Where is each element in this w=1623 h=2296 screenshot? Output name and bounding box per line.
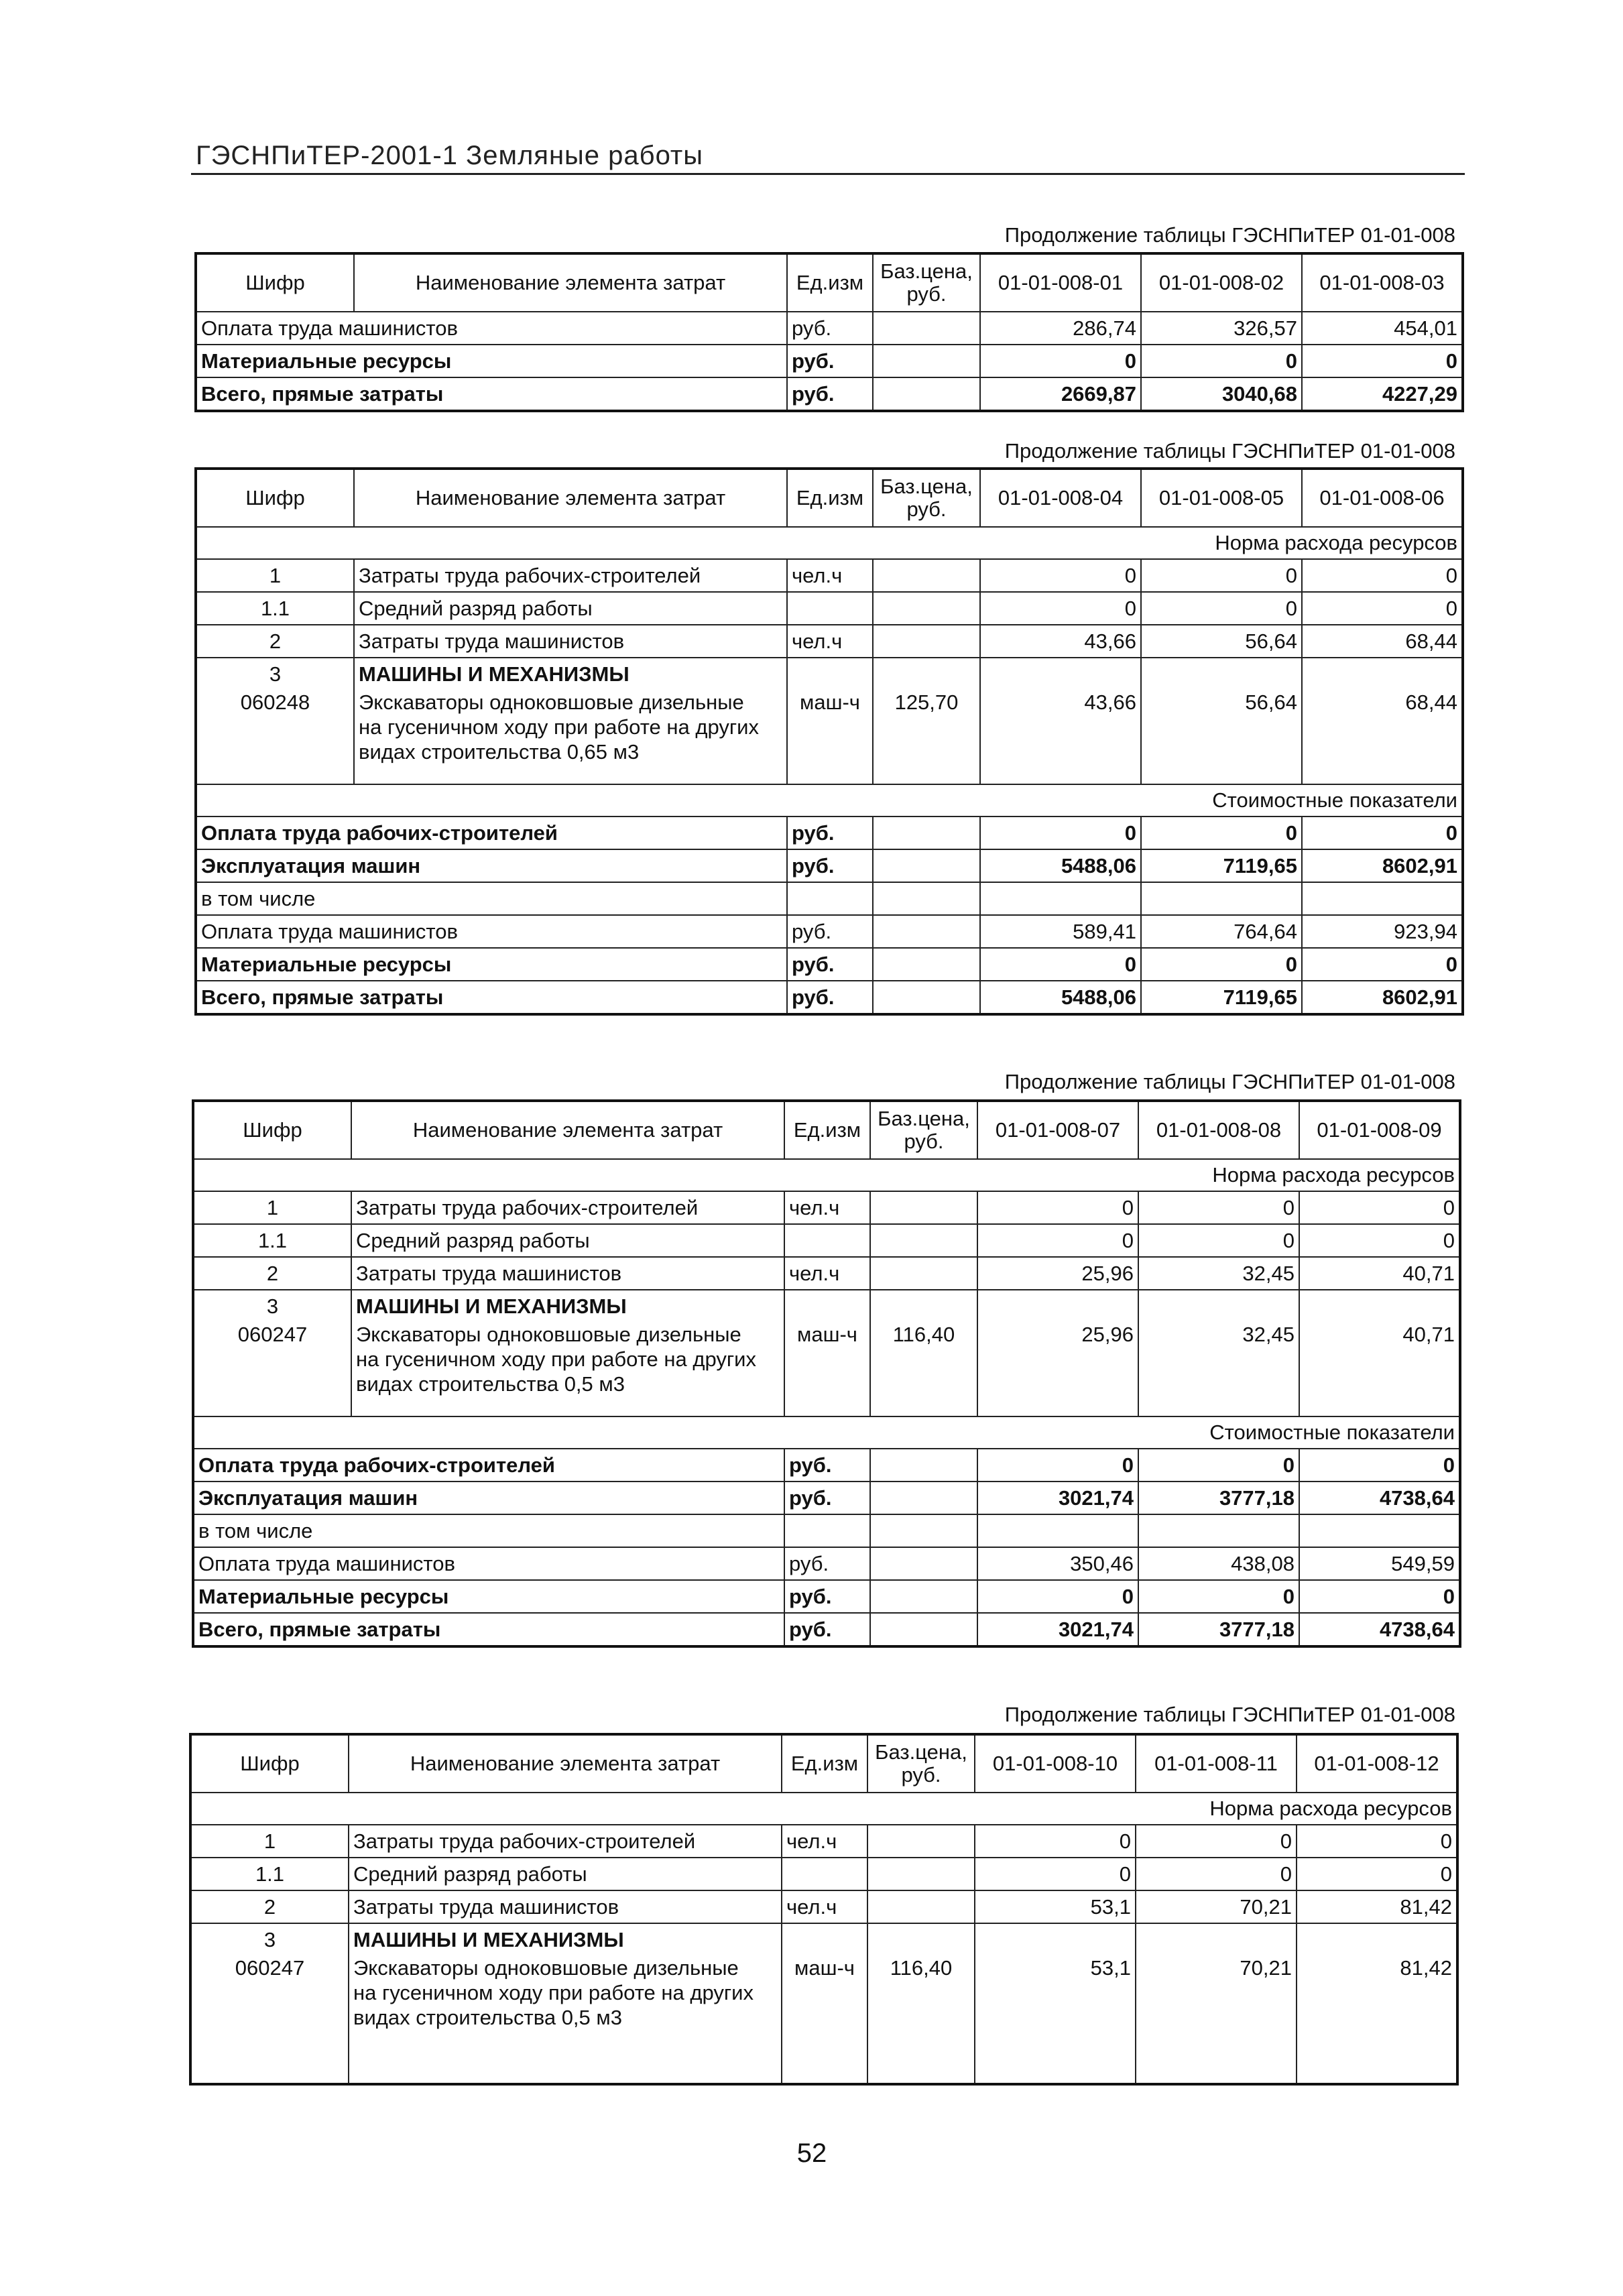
row-value: 0: [1299, 1191, 1460, 1224]
column-header-code-10: 01-01-008-10: [975, 1734, 1136, 1793]
row-value: 25,96: [977, 1257, 1138, 1290]
machine-description: [349, 1955, 782, 2084]
row-value: 2669,87: [980, 377, 1141, 411]
row-value: 0: [980, 592, 1141, 625]
row-price: [870, 1224, 977, 1257]
row-value: 70,21: [1136, 1955, 1297, 2084]
row-price: [873, 849, 980, 882]
row-value: 7119,65: [1141, 849, 1302, 882]
row-value: 0: [1299, 1224, 1460, 1257]
row-value: [1138, 1290, 1299, 1322]
row-price: [870, 1191, 977, 1224]
row-name: Всего, прямые затраты: [196, 377, 787, 411]
row-price: [870, 1482, 977, 1514]
row-value: [1297, 1923, 1457, 1955]
table-row: [193, 1547, 1460, 1580]
machine-description: [354, 690, 787, 784]
table-row: [190, 1890, 1457, 1923]
row-unit: [782, 1858, 867, 1890]
row-price: 116,40: [867, 1955, 975, 2084]
row-unit: чел.ч: [782, 1825, 867, 1858]
column-header-price: Баз.цена, руб.: [873, 253, 980, 312]
row-value: 68,44: [1302, 625, 1463, 658]
row-value: 40,71: [1299, 1322, 1460, 1416]
row-value: 0: [1299, 1580, 1460, 1613]
table-row: [196, 625, 1463, 658]
row-code: 2: [193, 1257, 351, 1290]
row-value: 0: [980, 817, 1141, 849]
page-number: 52: [796, 2138, 827, 2168]
description-line: видах строительства 0,65 м3: [359, 740, 640, 764]
row-price: [873, 592, 980, 625]
row-value: 0: [1138, 1449, 1299, 1482]
row-price: [873, 377, 980, 411]
column-header-code-07: 01-01-008-07: [977, 1101, 1138, 1159]
row-value: 0: [1302, 345, 1463, 377]
row-value: 32,45: [1138, 1257, 1299, 1290]
row-unit: руб.: [787, 817, 873, 849]
row-name: Затраты труда машинистов: [354, 625, 787, 658]
row-value: [1141, 882, 1302, 915]
table-caption: Продолжение таблицы ГЭСНПиТЕР 01-01-008: [1004, 439, 1455, 463]
row-name: Материальные ресурсы: [193, 1580, 784, 1613]
row-value: 0: [977, 1449, 1138, 1482]
row-value: 0: [1299, 1449, 1460, 1482]
column-header-name: Наименование элемента затрат: [354, 469, 787, 527]
row-value: 40,71: [1299, 1257, 1460, 1290]
row-code: 1: [196, 559, 354, 592]
row-code: 1.1: [190, 1858, 349, 1890]
row-code: 3: [193, 1290, 351, 1322]
column-header-name: Наименование элемента затрат: [349, 1734, 782, 1793]
resource-table-3: [192, 1099, 1461, 1648]
column-header-unit: Ед.изм: [787, 469, 873, 527]
row-value: [1302, 658, 1463, 690]
description-line: Экскаваторы одноковшовые дизельные: [353, 1956, 739, 1980]
row-value: 43,66: [980, 625, 1141, 658]
row-unit: [787, 592, 873, 625]
row-value: 286,74: [980, 312, 1141, 345]
row-unit: маш-ч: [784, 1322, 870, 1416]
row-unit: руб.: [784, 1580, 870, 1613]
section-label-norm: Норма расхода ресурсов: [196, 527, 1463, 559]
row-value: 3021,74: [977, 1613, 1138, 1646]
row-value: 0: [1138, 1224, 1299, 1257]
row-value: 0: [980, 948, 1141, 981]
row-value: 589,41: [980, 915, 1141, 948]
description-line: на гусеничном ходу при работе на других: [356, 1347, 756, 1372]
column-header-code: Шифр: [196, 253, 354, 312]
section-label-norm: Норма расхода ресурсов: [190, 1793, 1457, 1825]
row-code: 2: [196, 625, 354, 658]
machines-title: МАШИНЫ И МЕХАНИЗМЫ: [351, 1290, 784, 1322]
row-value: 4227,29: [1302, 377, 1463, 411]
row-value: 0: [1138, 1191, 1299, 1224]
row-value: 0: [980, 559, 1141, 592]
row-unit: чел.ч: [782, 1890, 867, 1923]
row-value: 0: [1136, 1825, 1297, 1858]
row-unit: чел.ч: [787, 559, 873, 592]
row-value: 0: [977, 1580, 1138, 1613]
row-value: 438,08: [1138, 1547, 1299, 1580]
row-unit: [784, 1224, 870, 1257]
row-code: 060247: [193, 1322, 351, 1416]
row-name: в том числе: [193, 1514, 784, 1547]
column-header-name: Наименование элемента затрат: [351, 1101, 784, 1159]
machine-description: [351, 1322, 784, 1416]
row-code: 3: [196, 658, 354, 690]
description-line: видах строительства 0,5 м3: [356, 1372, 625, 1396]
row-name: Оплата труда рабочих-строителей: [193, 1449, 784, 1482]
row-value: 326,57: [1141, 312, 1302, 345]
row-price: [873, 915, 980, 948]
table-caption: Продолжение таблицы ГЭСНПиТЕР 01-01-008: [1004, 223, 1455, 247]
row-name: Средний разряд работы: [349, 1858, 782, 1890]
column-header-price: Баз.цена, руб.: [873, 469, 980, 527]
row-code: 2: [190, 1890, 349, 1923]
column-header-code: Шифр: [190, 1734, 349, 1793]
row-value: 56,64: [1141, 625, 1302, 658]
row-value: 32,45: [1138, 1322, 1299, 1416]
table-row: [193, 1224, 1460, 1257]
table-caption: Продолжение таблицы ГЭСНПиТЕР 01-01-008: [1004, 1070, 1455, 1093]
row-name: Всего, прямые затраты: [196, 981, 787, 1014]
row-name: Всего, прямые затраты: [193, 1613, 784, 1646]
row-value: [1299, 1290, 1460, 1322]
table-row: [196, 312, 1463, 345]
row-price: [870, 1547, 977, 1580]
row-value: 8602,91: [1302, 981, 1463, 1014]
row-price: [873, 658, 980, 690]
row-value: [980, 658, 1141, 690]
row-value: 53,1: [975, 1955, 1136, 2084]
header-divider: [191, 173, 1465, 175]
machines-title: МАШИНЫ И МЕХАНИЗМЫ: [354, 658, 787, 690]
page-header-title: ГЭСНПиТЕР-2001-1 Земляные работы: [196, 141, 703, 170]
column-header-code: Шифр: [196, 469, 354, 527]
row-value: 0: [1141, 559, 1302, 592]
table-row: [190, 1858, 1457, 1890]
row-name: Эксплуатация машин: [193, 1482, 784, 1514]
row-name: Оплата труда машинистов: [193, 1547, 784, 1580]
row-name: в том числе: [196, 882, 787, 915]
row-value: [977, 1514, 1138, 1547]
table-row: [193, 1257, 1460, 1290]
row-name: Оплата труда машинистов: [196, 915, 787, 948]
row-value: 70,21: [1136, 1890, 1297, 1923]
row-price: [867, 1923, 975, 1955]
row-name: Материальные ресурсы: [196, 948, 787, 981]
row-value: [977, 1290, 1138, 1322]
row-value: 3040,68: [1141, 377, 1302, 411]
column-header-code-06: 01-01-008-06: [1302, 469, 1463, 527]
row-value: 0: [1141, 948, 1302, 981]
row-value: [1136, 1923, 1297, 1955]
machines-title: МАШИНЫ И МЕХАНИЗМЫ: [349, 1923, 782, 1955]
column-header-unit: Ед.изм: [782, 1734, 867, 1793]
row-value: 0: [1302, 817, 1463, 849]
description-line: Экскаваторы одноковшовые дизельные: [359, 690, 744, 714]
row-name: Затраты труда машинистов: [349, 1890, 782, 1923]
row-code: 1.1: [196, 592, 354, 625]
row-value: 5488,06: [980, 981, 1141, 1014]
row-unit: [784, 1514, 870, 1547]
table-row: [196, 817, 1463, 849]
row-name: Оплата труда машинистов: [196, 312, 787, 345]
row-price: 116,40: [870, 1322, 977, 1416]
row-value: 81,42: [1297, 1890, 1457, 1923]
row-name: Эксплуатация машин: [196, 849, 787, 882]
row-price: [870, 1449, 977, 1482]
resource-table-4: [189, 1733, 1459, 2086]
table-row: [196, 345, 1463, 377]
row-value: 56,64: [1141, 690, 1302, 784]
row-unit: руб.: [787, 312, 873, 345]
row-value: [975, 1923, 1136, 1955]
column-header-code-04: 01-01-008-04: [980, 469, 1141, 527]
section-label-cost: Стоимостные показатели: [193, 1416, 1460, 1449]
table-row: [196, 592, 1463, 625]
description-line: на гусеничном ходу при работе на других: [353, 1981, 754, 2005]
row-name: Затраты труда машинистов: [351, 1257, 784, 1290]
table-row: [196, 849, 1463, 882]
row-unit: руб.: [787, 981, 873, 1014]
table-row: [193, 1191, 1460, 1224]
table-row: [196, 690, 1463, 784]
row-price: [873, 948, 980, 981]
column-header-code-12: 01-01-008-12: [1297, 1734, 1457, 1793]
resource-table-2: [194, 467, 1464, 1016]
table-row: [196, 882, 1463, 915]
row-unit: [782, 1923, 867, 1955]
row-price: [867, 1890, 975, 1923]
row-value: 53,1: [975, 1890, 1136, 1923]
row-name: Средний разряд работы: [354, 592, 787, 625]
section-label-cost: Стоимостные показатели: [196, 784, 1463, 817]
resource-table-1: [194, 252, 1464, 412]
row-unit: руб.: [784, 1547, 870, 1580]
row-value: 0: [975, 1858, 1136, 1890]
row-value: 43,66: [980, 690, 1141, 784]
column-header-code-01: 01-01-008-01: [980, 253, 1141, 312]
row-value: 4738,64: [1299, 1482, 1460, 1514]
row-unit: руб.: [787, 377, 873, 411]
row-price: [870, 1514, 977, 1547]
row-value: 5488,06: [980, 849, 1141, 882]
row-unit: руб.: [784, 1449, 870, 1482]
row-price: [870, 1257, 977, 1290]
row-code: 3: [190, 1923, 349, 1955]
description-line: видах строительства 0,5 м3: [353, 2006, 622, 2030]
row-price: [873, 345, 980, 377]
row-value: [1141, 658, 1302, 690]
row-value: 0: [1302, 592, 1463, 625]
table-row: [196, 658, 1463, 690]
row-value: [980, 882, 1141, 915]
column-header-name: Наименование элемента затрат: [354, 253, 787, 312]
column-header-code-09: 01-01-008-09: [1299, 1101, 1460, 1159]
row-code: 060247: [190, 1955, 349, 2084]
column-header-code-02: 01-01-008-02: [1141, 253, 1302, 312]
description-line: на гусеничном ходу при работе на других: [359, 715, 759, 739]
row-price: [870, 1613, 977, 1646]
row-value: 81,42: [1297, 1955, 1457, 2084]
row-value: 0: [1141, 345, 1302, 377]
table-caption: Продолжение таблицы ГЭСНПиТЕР 01-01-008: [1004, 1703, 1455, 1726]
table-row: [193, 1290, 1460, 1322]
table-row: [193, 1482, 1460, 1514]
column-header-code-11: 01-01-008-11: [1136, 1734, 1297, 1793]
row-price: [873, 312, 980, 345]
row-price: [873, 817, 980, 849]
row-value: 549,59: [1299, 1547, 1460, 1580]
row-unit: руб.: [787, 915, 873, 948]
row-unit: чел.ч: [784, 1191, 870, 1224]
row-price: [870, 1290, 977, 1322]
row-unit: маш-ч: [782, 1955, 867, 2084]
row-value: [1138, 1514, 1299, 1547]
row-value: 350,46: [977, 1547, 1138, 1580]
column-header-price: Баз.цена, руб.: [867, 1734, 975, 1793]
row-value: 0: [980, 345, 1141, 377]
row-value: 7119,65: [1141, 981, 1302, 1014]
row-value: [1302, 882, 1463, 915]
row-value: 0: [977, 1224, 1138, 1257]
row-value: 25,96: [977, 1322, 1138, 1416]
table-row: [193, 1580, 1460, 1613]
column-header-unit: Ед.изм: [787, 253, 873, 312]
row-unit: чел.ч: [784, 1257, 870, 1290]
row-value: 3021,74: [977, 1482, 1138, 1514]
table-row: [190, 1923, 1457, 1955]
row-name: Затраты труда рабочих-строителей: [351, 1191, 784, 1224]
table-row: [196, 948, 1463, 981]
row-unit: руб.: [784, 1613, 870, 1646]
row-value: 0: [975, 1825, 1136, 1858]
row-price: [873, 981, 980, 1014]
row-value: 0: [1297, 1825, 1457, 1858]
column-header-unit: Ед.изм: [784, 1101, 870, 1159]
row-value: 0: [1297, 1858, 1457, 1890]
row-price: [873, 625, 980, 658]
row-value: 764,64: [1141, 915, 1302, 948]
row-unit: руб.: [787, 849, 873, 882]
row-unit: [787, 882, 873, 915]
row-code: 1: [193, 1191, 351, 1224]
table-row: [193, 1449, 1460, 1482]
column-header-code-05: 01-01-008-05: [1141, 469, 1302, 527]
row-name: Материальные ресурсы: [196, 345, 787, 377]
table-row: [190, 1955, 1457, 2084]
row-name: Оплата труда рабочих-строителей: [196, 817, 787, 849]
row-price: [873, 882, 980, 915]
row-value: 454,01: [1302, 312, 1463, 345]
row-unit: [787, 658, 873, 690]
table-row: [196, 377, 1463, 411]
row-value: 3777,18: [1138, 1613, 1299, 1646]
table-row: [190, 1825, 1457, 1858]
row-name: Затраты труда рабочих-строителей: [349, 1825, 782, 1858]
table-row: [193, 1613, 1460, 1646]
table-row: [193, 1322, 1460, 1416]
row-price: [867, 1825, 975, 1858]
column-header-code: Шифр: [193, 1101, 351, 1159]
row-value: 0: [977, 1191, 1138, 1224]
row-code: 1.1: [193, 1224, 351, 1257]
row-unit: руб.: [784, 1482, 870, 1514]
row-name: Затраты труда рабочих-строителей: [354, 559, 787, 592]
row-value: [1299, 1514, 1460, 1547]
row-unit: [784, 1290, 870, 1322]
row-value: 0: [1302, 559, 1463, 592]
row-value: 0: [1136, 1858, 1297, 1890]
table-row: [196, 559, 1463, 592]
row-value: 4738,64: [1299, 1613, 1460, 1646]
row-value: 0: [1302, 948, 1463, 981]
row-unit: руб.: [787, 345, 873, 377]
table-row: [196, 915, 1463, 948]
table-row: [193, 1514, 1460, 1547]
row-code: 1: [190, 1825, 349, 1858]
row-value: 8602,91: [1302, 849, 1463, 882]
row-unit: руб.: [787, 948, 873, 981]
row-value: 0: [1138, 1580, 1299, 1613]
row-value: 0: [1141, 592, 1302, 625]
row-value: 923,94: [1302, 915, 1463, 948]
row-value: 0: [1141, 817, 1302, 849]
row-code: 060248: [196, 690, 354, 784]
row-price: [870, 1580, 977, 1613]
column-header-code-03: 01-01-008-03: [1302, 253, 1463, 312]
description-line: Экскаваторы одноковшовые дизельные: [356, 1323, 741, 1346]
row-value: 3777,18: [1138, 1482, 1299, 1514]
row-value: 68,44: [1302, 690, 1463, 784]
column-header-code-08: 01-01-008-08: [1138, 1101, 1299, 1159]
row-unit: чел.ч: [787, 625, 873, 658]
table-row: [196, 981, 1463, 1014]
row-price: 125,70: [873, 690, 980, 784]
column-header-price: Баз.цена, руб.: [870, 1101, 977, 1159]
row-unit: маш-ч: [787, 690, 873, 784]
row-price: [873, 559, 980, 592]
section-label-norm: Норма расхода ресурсов: [193, 1159, 1460, 1191]
row-name: Средний разряд работы: [351, 1224, 784, 1257]
row-price: [867, 1858, 975, 1890]
